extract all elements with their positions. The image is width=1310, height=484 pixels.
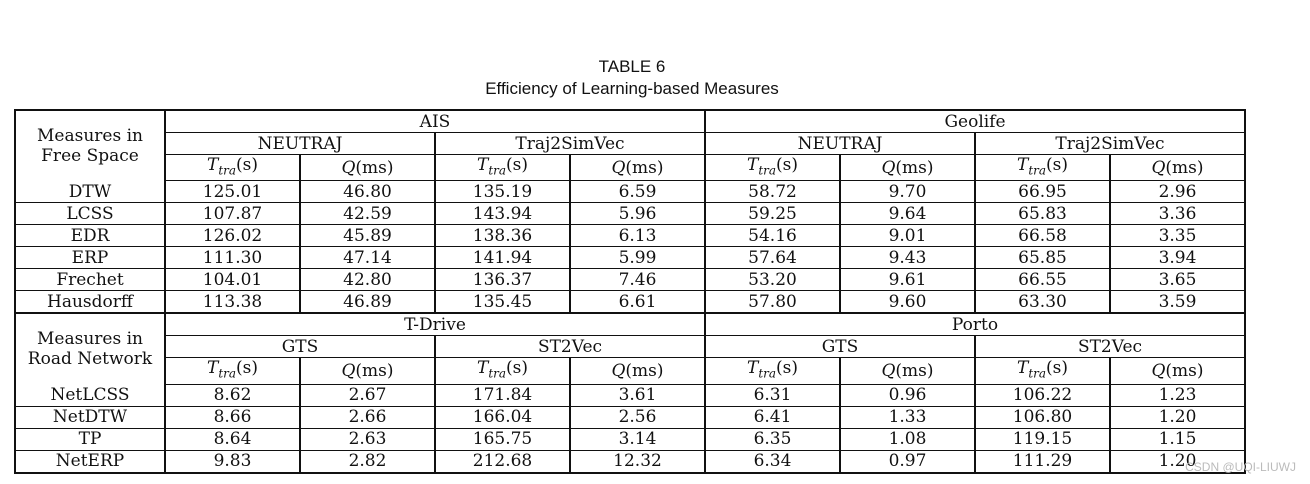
efficiency-table: [14, 109, 1246, 474]
row-header-line: Free Space: [41, 145, 139, 166]
time-unit-header: [435, 155, 570, 181]
measure-name: ERP: [15, 247, 165, 269]
row-header-line: Road Network: [27, 349, 153, 370]
value-cell: 106.22: [975, 384, 1110, 406]
value-cell: 9.43: [840, 247, 975, 269]
value-cell: 143.94: [435, 203, 570, 225]
value-cell: 6.35: [705, 428, 840, 450]
value-cell: 212.68: [435, 450, 570, 473]
value-cell: 1.20: [1110, 406, 1245, 428]
value-cell: 46.89: [300, 291, 435, 314]
table-row: [15, 181, 1245, 203]
time-subscript: tra: [218, 366, 237, 381]
time-subscript: tra: [1028, 366, 1047, 381]
value-cell: 141.94: [435, 247, 570, 269]
time-symbol: T: [1016, 155, 1029, 175]
value-cell: 135.45: [435, 291, 570, 314]
value-cell: 9.60: [840, 291, 975, 314]
header-row-methods: [15, 336, 1245, 358]
value-cell: 1.33: [840, 406, 975, 428]
query-unit-header: [840, 155, 975, 181]
value-cell: 45.89: [300, 225, 435, 247]
header-row-units: [15, 155, 1245, 181]
table-row: [15, 428, 1245, 450]
value-cell: 3.36: [1110, 203, 1245, 225]
value-cell: 111.29: [975, 450, 1110, 473]
query-unit: (ms): [895, 361, 934, 382]
dataset-header: Porto: [705, 313, 1245, 336]
measure-name: Frechet: [15, 269, 165, 291]
value-cell: 3.35: [1110, 225, 1245, 247]
query-unit: (ms): [1165, 157, 1204, 178]
value-cell: 54.16: [705, 225, 840, 247]
value-cell: 136.37: [435, 269, 570, 291]
value-cell: 5.99: [570, 247, 705, 269]
value-cell: 6.31: [705, 384, 840, 406]
measure-name: NetERP: [15, 450, 165, 473]
method-header: NEUTRAJ: [705, 133, 975, 155]
time-symbol: T: [746, 155, 759, 175]
method-header: Traj2SimVec: [435, 133, 705, 155]
table-title: Efficiency of Learning-based Measures: [485, 79, 779, 98]
time-subscript: tra: [1028, 163, 1047, 178]
value-cell: 57.80: [705, 291, 840, 314]
value-cell: 107.87: [165, 203, 300, 225]
value-cell: 3.65: [1110, 269, 1245, 291]
value-cell: 138.36: [435, 225, 570, 247]
value-cell: 9.70: [840, 181, 975, 203]
watermark: CSDN @UQI-LIUWJ: [1185, 460, 1296, 474]
value-cell: 3.59: [1110, 291, 1245, 314]
row-header: [15, 313, 165, 384]
value-cell: 65.85: [975, 247, 1110, 269]
value-cell: 0.96: [840, 384, 975, 406]
value-cell: 65.83: [975, 203, 1110, 225]
value-cell: 42.59: [300, 203, 435, 225]
value-cell: 6.34: [705, 450, 840, 473]
query-unit: (ms): [895, 157, 934, 178]
row-header: [15, 110, 165, 181]
time-unit-header: [705, 155, 840, 181]
measure-name: TP: [15, 428, 165, 450]
query-symbol: Q: [341, 157, 356, 178]
value-cell: 2.56: [570, 406, 705, 428]
time-unit: (s): [776, 358, 799, 379]
query-unit-header: [1110, 358, 1245, 384]
time-unit-header: [975, 358, 1110, 384]
value-cell: 9.83: [165, 450, 300, 473]
value-cell: 6.13: [570, 225, 705, 247]
dataset-header: T-Drive: [165, 313, 705, 336]
query-symbol: Q: [341, 361, 356, 382]
header-row-datasets: [15, 110, 1245, 133]
header-row-methods: [15, 133, 1245, 155]
value-cell: 6.41: [705, 406, 840, 428]
measure-name: LCSS: [15, 203, 165, 225]
measure-name: EDR: [15, 225, 165, 247]
time-unit-header: [165, 155, 300, 181]
value-cell: 8.66: [165, 406, 300, 428]
value-cell: 63.30: [975, 291, 1110, 314]
method-header: NEUTRAJ: [165, 133, 435, 155]
time-subscript: tra: [758, 366, 777, 381]
header-row-datasets: [15, 313, 1245, 336]
value-cell: 126.02: [165, 225, 300, 247]
query-unit: (ms): [625, 157, 664, 178]
time-unit-header: [165, 358, 300, 384]
time-unit: (s): [506, 358, 529, 379]
value-cell: 1.20: [1110, 450, 1245, 473]
time-symbol: T: [476, 358, 489, 379]
query-symbol: Q: [611, 361, 626, 382]
value-cell: 9.61: [840, 269, 975, 291]
time-unit-header: [975, 155, 1110, 181]
method-header: GTS: [705, 336, 975, 358]
value-cell: 113.38: [165, 291, 300, 314]
measure-name: NetLCSS: [15, 384, 165, 406]
row-header-line: Measures in: [37, 125, 143, 146]
table-row: [15, 384, 1245, 406]
value-cell: 2.82: [300, 450, 435, 473]
value-cell: 0.97: [840, 450, 975, 473]
value-cell: 66.55: [975, 269, 1110, 291]
value-cell: 9.64: [840, 203, 975, 225]
table-number: TABLE 6: [598, 57, 666, 76]
query-symbol: Q: [881, 361, 896, 382]
query-symbol: Q: [881, 157, 896, 178]
table-row: [15, 203, 1245, 225]
query-unit-header: [300, 358, 435, 384]
value-cell: 1.23: [1110, 384, 1245, 406]
value-cell: 104.01: [165, 269, 300, 291]
table-row: [15, 247, 1245, 269]
query-unit-header: [840, 358, 975, 384]
time-unit: (s): [1046, 155, 1069, 175]
time-subscript: tra: [488, 163, 507, 178]
query-unit-header: [300, 155, 435, 181]
table-row: [15, 406, 1245, 428]
value-cell: 47.14: [300, 247, 435, 269]
time-unit: (s): [506, 155, 529, 175]
value-cell: 6.61: [570, 291, 705, 314]
value-cell: 57.64: [705, 247, 840, 269]
time-unit-header: [435, 358, 570, 384]
header-row-units: [15, 358, 1245, 384]
query-unit: (ms): [355, 361, 394, 382]
query-unit-header: [570, 155, 705, 181]
time-unit: (s): [776, 155, 799, 175]
value-cell: 12.32: [570, 450, 705, 473]
time-symbol: T: [206, 155, 219, 175]
value-cell: 3.14: [570, 428, 705, 450]
table-row: [15, 291, 1245, 314]
value-cell: 53.20: [705, 269, 840, 291]
time-subscript: tra: [758, 163, 777, 178]
value-cell: 5.96: [570, 203, 705, 225]
method-header: ST2Vec: [975, 336, 1245, 358]
value-cell: 2.67: [300, 384, 435, 406]
dataset-header: Geolife: [705, 110, 1245, 133]
time-unit-header: [705, 358, 840, 384]
value-cell: 6.59: [570, 181, 705, 203]
table-row: [15, 225, 1245, 247]
measure-name: Hausdorff: [15, 291, 165, 314]
time-unit: (s): [236, 358, 259, 379]
time-unit: (s): [1046, 358, 1069, 379]
time-symbol: T: [206, 358, 219, 379]
table-row: [15, 269, 1245, 291]
table-row: [15, 450, 1245, 473]
value-cell: 166.04: [435, 406, 570, 428]
time-subscript: tra: [488, 366, 507, 381]
value-cell: 3.61: [570, 384, 705, 406]
value-cell: 2.63: [300, 428, 435, 450]
time-symbol: T: [476, 155, 489, 175]
value-cell: 66.58: [975, 225, 1110, 247]
value-cell: 2.66: [300, 406, 435, 428]
value-cell: 171.84: [435, 384, 570, 406]
value-cell: 9.01: [840, 225, 975, 247]
query-symbol: Q: [1151, 361, 1166, 382]
query-unit: (ms): [625, 361, 664, 382]
value-cell: 165.75: [435, 428, 570, 450]
measure-name: NetDTW: [15, 406, 165, 428]
value-cell: 106.80: [975, 406, 1110, 428]
value-cell: 135.19: [435, 181, 570, 203]
query-symbol: Q: [1151, 157, 1166, 178]
method-header: ST2Vec: [435, 336, 705, 358]
value-cell: 1.08: [840, 428, 975, 450]
value-cell: 7.46: [570, 269, 705, 291]
value-cell: 111.30: [165, 247, 300, 269]
query-symbol: Q: [611, 157, 626, 178]
value-cell: 46.80: [300, 181, 435, 203]
dataset-header: AIS: [165, 110, 705, 133]
value-cell: 125.01: [165, 181, 300, 203]
value-cell: 8.64: [165, 428, 300, 450]
value-cell: 2.96: [1110, 181, 1245, 203]
value-cell: 58.72: [705, 181, 840, 203]
value-cell: 1.15: [1110, 428, 1245, 450]
query-unit-header: [570, 358, 705, 384]
time-unit: (s): [236, 155, 259, 175]
query-unit: (ms): [355, 157, 394, 178]
query-unit-header: [1110, 155, 1245, 181]
method-header: GTS: [165, 336, 435, 358]
method-header: Traj2SimVec: [975, 133, 1245, 155]
value-cell: 66.95: [975, 181, 1110, 203]
value-cell: 42.80: [300, 269, 435, 291]
table-caption: [0, 56, 1264, 100]
time-symbol: T: [1016, 358, 1029, 379]
value-cell: 119.15: [975, 428, 1110, 450]
time-subscript: tra: [218, 163, 237, 178]
query-unit: (ms): [1165, 361, 1204, 382]
value-cell: 3.94: [1110, 247, 1245, 269]
row-header-line: Measures in: [37, 329, 143, 350]
value-cell: 8.62: [165, 384, 300, 406]
measure-name: DTW: [15, 181, 165, 203]
value-cell: 59.25: [705, 203, 840, 225]
time-symbol: T: [746, 358, 759, 379]
